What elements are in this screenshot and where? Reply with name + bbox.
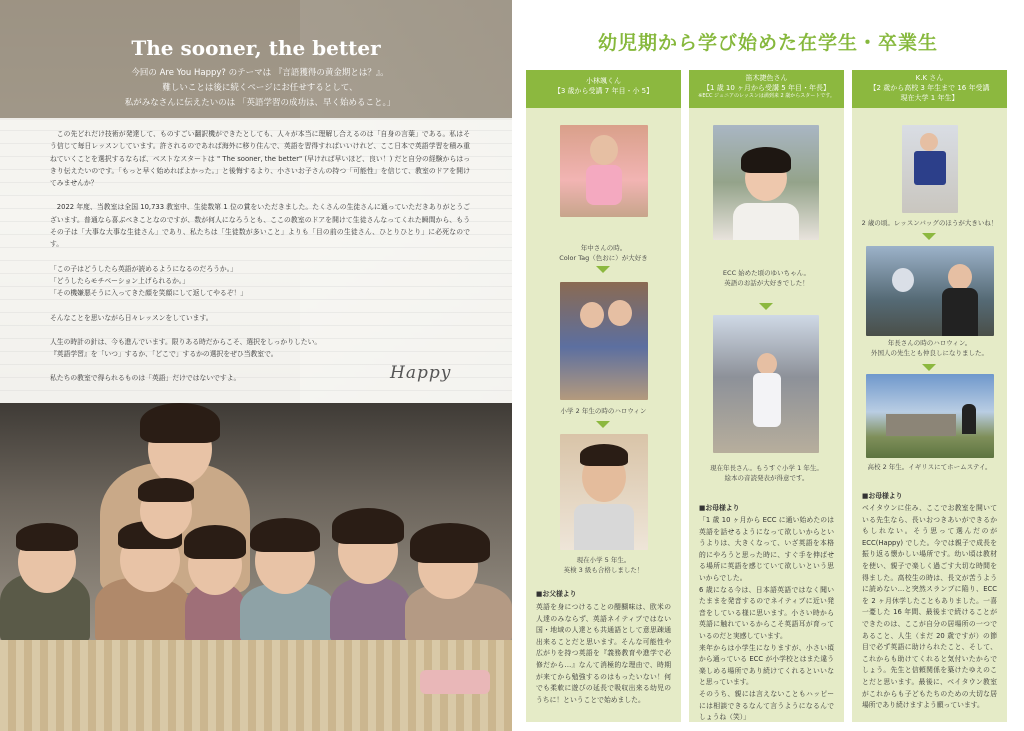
photo-caption: 高校 2 年生。イギリスにてホームステイ。 [867, 463, 992, 471]
child-hair-6 [332, 508, 404, 544]
photo-caption: 2 歳の頃。レッスンバッグのほうが大きいね！ [861, 219, 998, 227]
quote-line: 「その機嫌悪そうに入ってきた顔を笑顔にして返してやるぞ！」 [50, 289, 248, 298]
arrow-down [759, 303, 773, 310]
arrow-down [922, 233, 936, 240]
essay-body [50, 128, 470, 385]
group-photo [0, 403, 512, 643]
student-photo [866, 374, 994, 458]
student-header [852, 70, 1007, 108]
student-header [526, 70, 681, 108]
right-page [512, 0, 1024, 731]
student-photo [866, 246, 994, 336]
essay-line: 人生の時計の針は、今も進んでいます。限りある時だからこそ、選択をしっかりしたい。 [50, 337, 322, 346]
photo-caption: ECC 始めた頃のゆいちゃん。 英語のお話が大好きでした！ [722, 269, 811, 287]
student-photo [560, 434, 648, 550]
arrow-down [922, 364, 936, 371]
student-note: ※ECC ジュニアのレッスンは満到来 2 歳からスタートです。 [698, 93, 835, 99]
student-name: K.K さん [915, 74, 944, 82]
student-photo [902, 125, 958, 213]
parent-message: 「1 歳 10 ヶ月から ECC に通い始めたのは英語を話せるようになって欲しいからというよりは、大きくなって、いざ英語を本格的にやろうと思った時に、すぐ手を伸ばせる場所に英語を感じていて欲しいという思いからでした。 6 歳になる今は、日本語英語ではなく聞いたままを発音するのでネイティブに近い発音をしている様に思います。小さい時から英語に触れているからこそ英語耳が育っているのだと実感しています。 来年からは小学生になりますが、小さい頃から通っている ECC が小学校とはまた違う楽しめる場所であり続けてくれるといいなと思っています。 そのうち、親には言えないこともハッピーには相談できるなんて言うようになるんでしょうね（笑）」 [699, 516, 834, 722]
pink-pouch [420, 670, 490, 694]
student-column-2 [689, 70, 844, 722]
message-heading: ■お母様より [862, 492, 903, 500]
message-heading: ■お父様より [536, 590, 577, 598]
happy-signature: Happy [390, 363, 452, 383]
child-hair-3 [138, 478, 194, 502]
quote-line: 「この子はどうしたら英語が読めるようになるのだろうか。」 [50, 264, 237, 273]
student-name: 笛木捷色さん [745, 74, 788, 82]
student-header [689, 70, 844, 108]
student-photo [560, 282, 648, 400]
intro-line: 難しいことは後に続くページにお任せするとして、 [162, 83, 358, 93]
parent-message: ベイタウンに住み、ここでお教室を開いている先生なら、長いおつきあいができるかもしれない。そう思って選んだのが ECC(Happy) でした。今では親子で成長を振り返る懐かしい場所です。幼い頃は教材を使い、親子で楽しく過ごす大切な時間を得ました。高校生の時は、長文が苦うように読めない…と突然スランプに陥り、ECC を 2 ヶ月休学したこともありました。一喜一憂した 16 年間、最後まで続けることができたのは、ここが自分の居場所の一つであること、人生（まだ 20 歳ですが）の節目で必ず英語に助けられたこと、そして、これからも助けてくれると気付いたからでしょう。先生と信頼関係を築けたゆえのことだと思います。最後に、ベイタウン教室がこれからも子どもたちのための大切な居場所であり続けますよう願っています。 [862, 504, 997, 710]
photo-caption: 小学 2 年生の時のハロウィン [560, 407, 647, 415]
section-title: 幼児期から学び始めた在学生・卒業生 [597, 32, 938, 54]
floor [0, 640, 512, 731]
arrow-down [596, 266, 610, 273]
message-heading: ■お母様より [699, 504, 740, 512]
photo-caption: 年長さんの時のハロウィン。 外国人の先生とも仲良しになりました。 [871, 339, 988, 357]
arrow-down [596, 421, 610, 428]
child-hair-7 [410, 523, 490, 563]
student-photo [560, 125, 648, 217]
quote-line: 「どうしたらモチベーション上げられるか。」 [50, 276, 190, 285]
essay-paragraph: この先どれだけ技術が発達して、ものすごい翻訳機ができたとしても、人々が本当に理解し合えるのは「自身の言葉」である。私はそう信じて毎日レッスンしています。許されるのであれば海外に移り住んで、英語を習得すればいいけれど、ここ日本で英語学習を積み重ねていくことを選択するならば、ベストなスタートは " The sooner, the better" (早ければ早いほど、良い！) だと自分の経験からはっきり伝えたいのです。「もっと早く始めればよかった。」と後悔するより、小さいお子さんの持つ「可能性」を信じて、教室のドアを開けてみませんか？ [50, 130, 470, 188]
student-photo [713, 125, 819, 240]
student-column-3 [852, 70, 1007, 722]
essay-line: そんなことを思いながら日々レッスンをしています。 [50, 313, 213, 322]
child-hair-4 [184, 525, 246, 559]
child-body-6 [330, 578, 410, 643]
photo-caption: 年中さんの時。 Color Tag（色おに）が大好き [559, 244, 648, 262]
child-hair-5 [250, 518, 320, 552]
student-sub: 【2 歳から高校 3 年生まで 16 年受講 現在大学 1 年生】 [869, 84, 990, 102]
teacher-hair [140, 403, 220, 443]
essay-line: 『英語学習』を「いつ」するか、「どこで」するかの選択をぜひ当教室で。 [50, 350, 278, 359]
parent-message: 英語を身につけることの醍醐味は、欧米の人達のみならず、英語ネイティブではない国・地域の人達とも共通語として意思疎通出来ることだと思います。そんな可能性や広がりを持つ英語を『義務教育や進学で必修だから…』なんて消極的な理由で、時期が来てから勉強するのはもったいない！何でも柔軟に遊びの延長で吸収出来る幼児のうちに！ということで始めました。 [536, 603, 671, 704]
photo-caption: 現在小学 5 年生。 英検 3 級も合格しました！ [563, 556, 644, 574]
student-sub: 【3 歳から受講 7 年目・小 5】 [553, 87, 654, 95]
student-column-1 [526, 70, 681, 722]
photo-caption: 現在年長さん。もうすぐ小学 1 年生。 絵本の音読発表が得意です。 [710, 464, 823, 482]
intro-text [60, 66, 460, 111]
intro-line: 今回の Are You Happy? のテーマは 『言語獲得の黄金期とは？』。 [131, 68, 389, 78]
page-title: The sooner, the better [131, 36, 381, 60]
student-sub: 【1 歳 10 ヶ月から受講 5 年目・年長】 [703, 84, 830, 92]
student-name: 小林颯くん [586, 77, 621, 85]
essay-line: 私たちの教室で得られるものは「英語」だけではないですよ。 [50, 374, 241, 383]
intro-line: 私がみなさんに伝えたいのは 「英語学習の成功は、早く始めること。」 [124, 98, 396, 108]
student-photo [713, 315, 819, 453]
essay-paragraph: 2022 年度、当教室は全国 10,733 教室中、生徒数第 1 位の賞をいただきました。たくさんの生徒さんに通っていただきありがとうございます。普通なら喜ぶべきことなのですが、数が何人になろうとも、ここの教室のドアを開けて生徒さんなってくれた瞬間から、もうその子は「大事な大事な生徒さん」であり、私たちは「生徒数が多いこと」よりも「目の前の生徒さん、ひとりひとり」に必死なのです。 [50, 203, 470, 249]
child-hair-1 [16, 523, 78, 551]
